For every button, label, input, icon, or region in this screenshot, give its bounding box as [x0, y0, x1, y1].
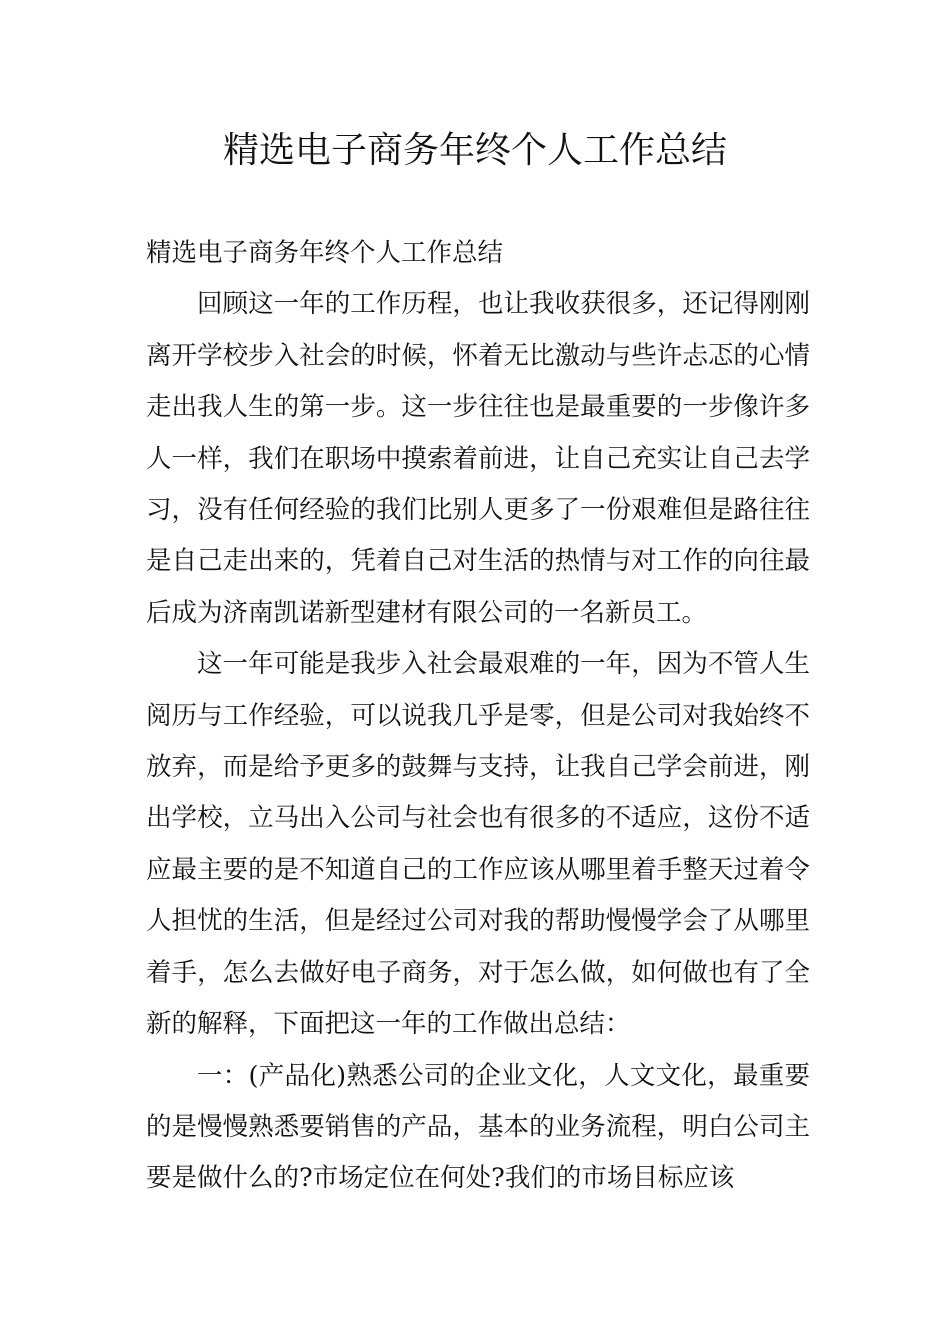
document-title: 精选电子商务年终个人工作总结 — [222, 130, 727, 171]
subtitle-paragraph: 精选电子商务年终个人工作总结 — [146, 238, 504, 268]
body-paragraph: 一：(产品化)熟悉公司的企业文化，人文文化，最重要的是慢慢熟悉要销售的产品，基本的业务流程，明白公司主要是做什么的?市场定位在何处?我们的市场目标应该 — [146, 1060, 810, 1194]
document-body — [146, 228, 810, 1205]
body-paragraph: 这一年可能是我步入社会最艰难的一年，因为不管人生阅历与工作经验，可以说我几乎是零，但是公司对我始终不放弃，而是给予更多的鼓舞与支持，让我自己学会前进，刚出学校，立马出入公司与社会也有很多的不适应，这份不适应最主要的是不知道自己的工作应该从哪里着手整天过着令人担忧的生活，但是经过公司对我的帮助慢慢学会了从哪里着手，怎么去做好电子商务，对于怎么做，如何做也有了全新的解释，下面把这一年的工作做出总结： — [146, 649, 810, 1040]
body-paragraph: 回顾这一年的工作历程，也让我收获很多，还记得刚刚离开学校步入社会的时候，怀着无比激动与些许忐忑的心情走出我人生的第一步。这一步往往也是最重要的一步像许多人一样，我们在职场中摸索着前进，让自己充实让自己去学习，没有任何经验的我们比别人更多了一份艰难但是路往往是自己走出来的，凭着自己对生活的热情与对工作的向往最后成为济南凯诺新型建材有限公司的一名新员工。 — [146, 289, 810, 628]
